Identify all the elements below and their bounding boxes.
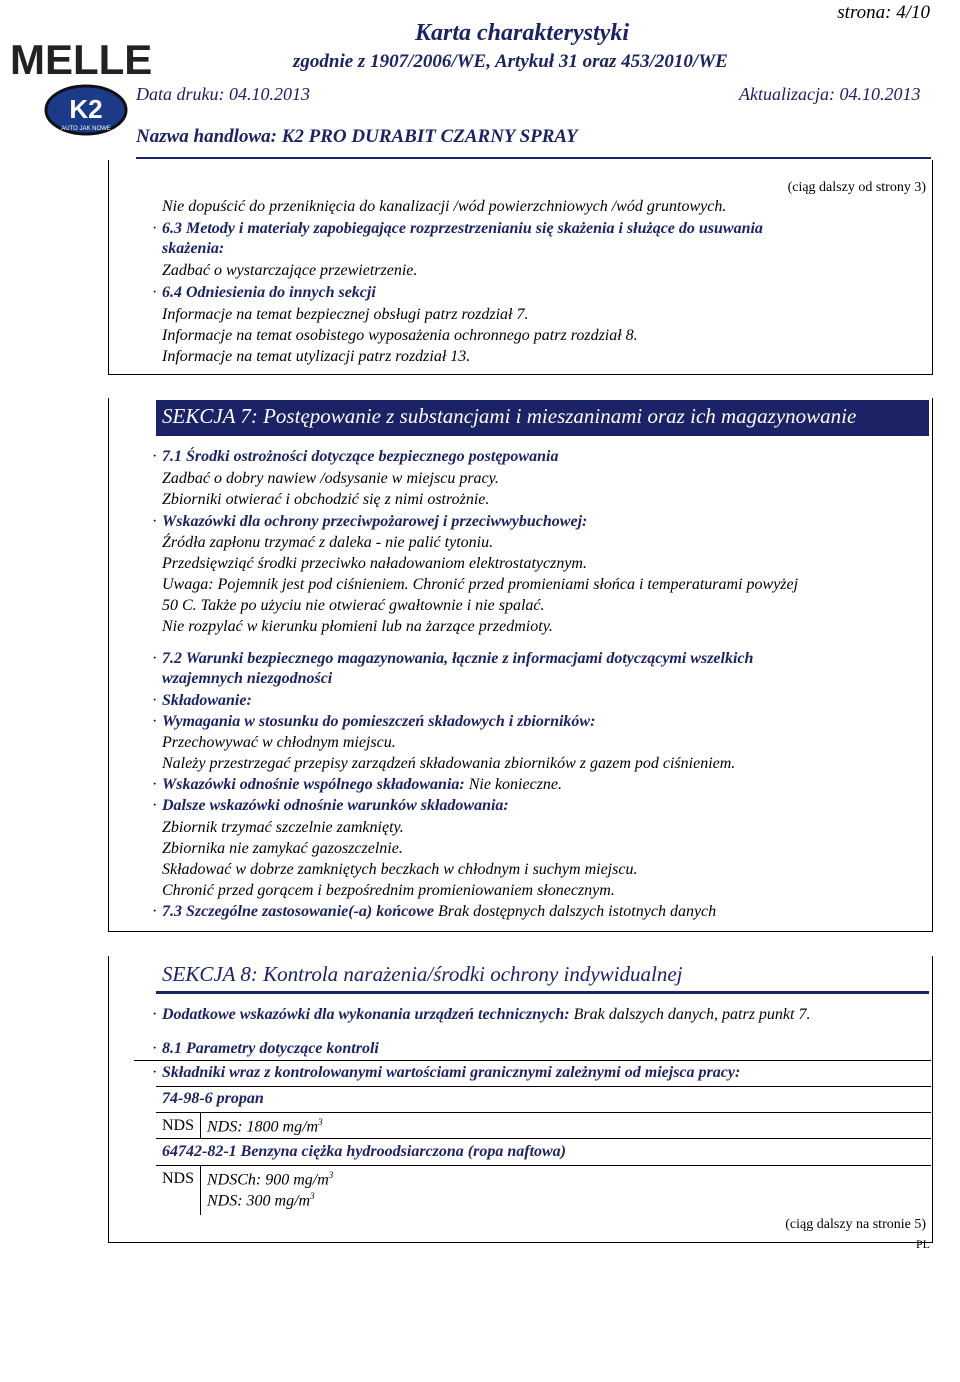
bullet-dot: · — [152, 692, 158, 709]
s6-3-heading: 6.3 Metody i materiały zapobiegające rozprzestrzenianiu się skażenia i służące do usuwania — [162, 220, 763, 237]
logo-text: MELLE — [10, 36, 153, 82]
s7-fire-5: Nie rozpylać w kierunku płomieni lub na żarzące przedmioty. — [162, 618, 553, 635]
k2-logo-icon — [44, 84, 128, 136]
section-8-title: SEKCJA 8: Kontrola narażenia/środki ochrony indywidualnej — [162, 962, 683, 986]
table-rule — [156, 1138, 931, 1139]
substance-2-limit-a — [207, 1170, 333, 1189]
document-title: Karta charakterystyki — [415, 20, 629, 46]
substance-2-name: 64742-82-1 Benzyna ciężka hydroodsiarczona (ropa naftowa) — [162, 1143, 567, 1160]
s6-3-text: Zadbać o wystarczające przewietrzenie. — [162, 262, 418, 279]
s7-further-heading: Dalsze wskazówki odnośnie warunków składowania: — [162, 797, 509, 814]
unit-sup: 3 — [310, 1191, 315, 1201]
bullet-dot: · — [152, 1006, 158, 1023]
s6-4-text-b: Informacje na temat osobistego wyposażenia ochronnego patrz rozdział 8. — [162, 327, 638, 344]
page-number: strona: 4/10 — [837, 2, 930, 23]
continued-on: (ciąg dalszy na stronie 5) — [785, 1217, 926, 1232]
bullet-dot: · — [152, 1040, 158, 1057]
s7-req-heading: Wymagania w stosunku do pomieszczeń składowych i zbiorników: — [162, 713, 596, 730]
s8-additional-text: Brak dalszych danych, patrz punkt 7. — [573, 1006, 811, 1023]
print-date: Data druku: 04.10.2013 — [136, 84, 310, 104]
bullet-dot: · — [152, 797, 158, 814]
table-rule — [156, 1086, 931, 1087]
header-divider — [136, 157, 931, 159]
s8-additional-heading: Dodatkowe wskazówki dla wykonania urządzeń technicznych: — [162, 1006, 570, 1023]
s7-2-heading-cont: wzajemnych niezgodności — [162, 670, 333, 687]
s7-further-4: Chronić przed gorącem i bezpośrednim promieniowaniem słonecznym. — [162, 882, 615, 899]
logo-tagline: AUTO JAK NOWE — [61, 126, 111, 132]
s7-1-text-a: Zadbać o dobry nawiew /odsysanie w miejscu pracy. — [162, 470, 499, 487]
s7-2-heading: 7.2 Warunki bezpiecznego magazynowania, łącznie z informacjami dotyczącymi wszelkich — [162, 650, 754, 667]
table-rule — [156, 1165, 931, 1166]
substance-2-limit-b — [207, 1191, 315, 1210]
unit-sup: 3 — [318, 1117, 323, 1127]
s7-1-heading: 7.1 Środki ostrożności dotyczące bezpiecznego postępowania — [162, 448, 559, 465]
substance-2-code: NDS — [162, 1170, 195, 1187]
s8-additional-line — [162, 1006, 810, 1024]
substance-1-code: NDS — [162, 1117, 195, 1134]
s6-4-text-c: Informacje na temat utylizacji patrz rozdział 13. — [162, 348, 471, 365]
bullet-dot: · — [152, 448, 158, 465]
bullet-dot: · — [152, 713, 158, 730]
bullet-dot: · — [152, 284, 158, 301]
s6-4-heading: 6.4 Odniesienia do innych sekcji — [162, 284, 376, 301]
s7-further-2: Zbiornika nie zamykać gazoszczelnie. — [162, 840, 403, 857]
s7-further-1: Zbiornik trzymać szczelnie zamknięty. — [162, 819, 404, 836]
table-col-rule — [200, 1165, 201, 1215]
section-7-title: SEKCJA 7: Postępowanie z substancjami i mieszaninami oraz ich magazynowanie — [162, 404, 857, 428]
s7-fire-1: Źródła zapłonu trzymać z daleka - nie palić tytoniu. — [162, 534, 494, 551]
s6-4-text-a: Informacje na temat bezpiecznej obsługi patrz rozdział 7. — [162, 306, 529, 323]
bullet-dot: · — [152, 1064, 158, 1081]
s7-joint-heading: Wskazówki odnośnie wspólnego składowania: — [162, 776, 465, 793]
s7-req-1: Przechowywać w chłodnym miejscu. — [162, 734, 396, 751]
language-code: PL — [915, 1237, 930, 1251]
table-col-rule — [200, 1112, 201, 1138]
s7-storage-heading: Składowanie: — [162, 692, 252, 709]
s7-fire-heading: Wskazówki dla ochrony przeciwpożarowej i przeciwwybuchowej: — [162, 513, 588, 530]
s7-fire-4: 50 C. Także po użyciu nie otwierać gwałtownie i nie spalać. — [162, 597, 545, 614]
s7-joint-line — [162, 776, 562, 794]
continued-from: (ciąg dalszy od strony 3) — [787, 180, 926, 195]
s6-line1: Nie dopuścić do przeniknięcia do kanalizacji /wód powierzchniowych /wód gruntowych. — [162, 198, 727, 215]
s7-1-text-b: Zbiorniki otwierać i obchodzić się z nimi ostrożnie. — [162, 491, 490, 508]
s7-3-heading: 7.3 Szczególne zastosowanie(-a) końcowe — [162, 903, 434, 920]
s7-req-2: Należy przestrzegać przepisy zarządzeń składowania zbiorników z gazem pod ciśnieniem. — [162, 755, 736, 772]
substance-1-limit — [207, 1117, 323, 1136]
s7-fire-2: Przedsięwziąć środki przeciwko naładowaniom elektrostatycznym. — [162, 555, 587, 572]
update-date: Aktualizacja: 04.10.2013 — [739, 84, 921, 104]
s6-3-heading-cont: skażenia: — [162, 240, 225, 257]
unit-sup: 3 — [328, 1170, 334, 1180]
s7-further-3: Składować w dobrze zamkniętych beczkach w chłodnym i suchym miejscu. — [162, 861, 638, 878]
s7-3-text: Brak dostępnych dalszych istotnych danych — [438, 903, 717, 920]
melle-logo-icon — [8, 34, 158, 82]
bullet-dot: · — [152, 220, 158, 237]
bullet-dot: · — [152, 776, 158, 793]
s7-fire-3: Uwaga: Pojemnik jest pod ciśnieniem. Chronić przed promieniami słońca i temperaturami powyżej — [162, 576, 799, 593]
s8-components-heading: Składniki wraz z kontrolowanymi wartościami granicznymi zależnymi od miejsca pracy: — [162, 1064, 741, 1081]
bullet-dot: · — [152, 650, 158, 667]
trade-name: Nazwa handlowa: K2 PRO DURABIT CZARNY SPRAY — [136, 126, 578, 147]
table-rule — [134, 1060, 931, 1061]
bullet-dot: · — [152, 903, 158, 920]
document-subtitle: zgodnie z 1907/2006/WE, Artykuł 31 oraz 453/2010/WE — [293, 51, 728, 72]
substance-1-limit-text: NDS: 1800 mg/m — [207, 1118, 319, 1136]
s7-3-line — [162, 903, 716, 921]
s7-joint-text: Nie konieczne. — [468, 776, 563, 793]
logo-k2-text: K2 — [69, 94, 103, 124]
bullet-dot: · — [152, 513, 158, 530]
s8-1-heading: 8.1 Parametry dotyczące kontroli — [162, 1040, 379, 1057]
substance-1-name: 74-98-6 propan — [162, 1090, 264, 1107]
substance-2-limit-a-text: NDSCh: 900 mg/m — [207, 1171, 329, 1189]
substance-2-limit-b-text: NDS: 300 mg/m — [207, 1192, 311, 1210]
table-rule — [156, 1112, 931, 1113]
